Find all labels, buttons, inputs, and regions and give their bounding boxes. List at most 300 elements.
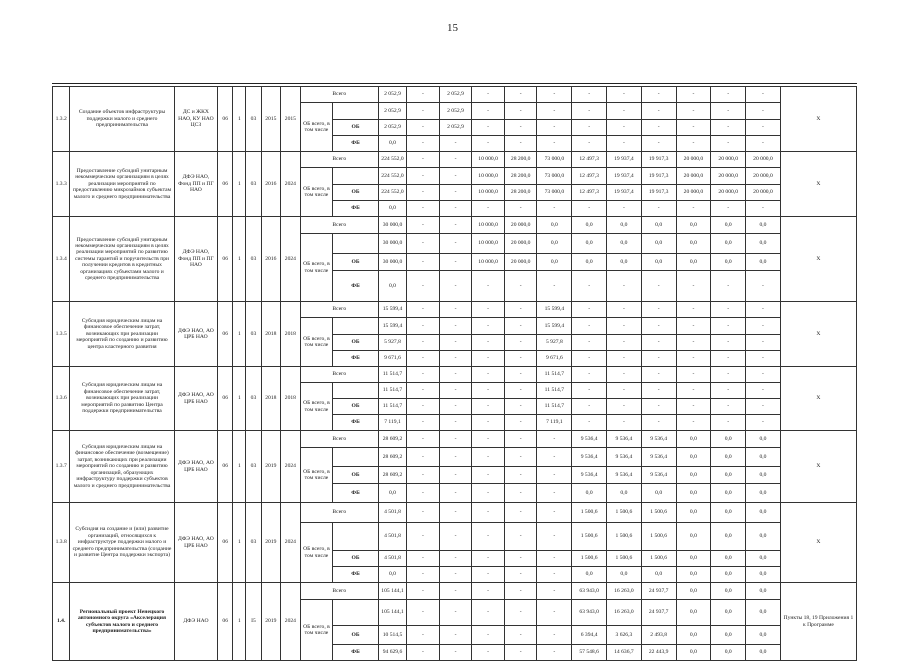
value-cell: 30 000,0 (378, 254, 406, 271)
value-cell: - (407, 201, 440, 217)
value-cell: - (607, 120, 642, 136)
value-cell: - (641, 201, 676, 217)
value-cell: 14 636,7 (607, 645, 642, 661)
value-cell: - (407, 87, 440, 103)
row-number: 1.3.3 (53, 152, 70, 217)
value-cell: - (572, 136, 607, 152)
value-cell: 19 917,3 (641, 185, 676, 201)
source-sublabel: ФБ (333, 136, 379, 152)
value-cell: - (711, 318, 746, 335)
value-cell: 16 263,0 (607, 600, 642, 626)
value-cell: 7 119,1 (378, 415, 406, 431)
value-cell: 10 000,0 (472, 168, 505, 185)
source-label: ОБ всего, в том числе (300, 168, 333, 217)
note-cell: Х (780, 152, 856, 217)
value-cell: - (407, 383, 440, 399)
value-cell: - (407, 431, 440, 448)
value-cell: - (746, 383, 781, 399)
value-cell: - (676, 87, 711, 103)
start-year: 2018 (261, 367, 281, 431)
value-cell: 2 052,9 (439, 87, 472, 103)
source-label: ОБ всего, в том числе (300, 234, 333, 302)
source-sublabel: ОБ (333, 399, 379, 415)
responsible-executor: ДФЭ НАО, АО ЦРБ НАО (174, 503, 217, 583)
value-cell: - (676, 302, 711, 318)
top-rule (52, 83, 857, 84)
value-cell: - (439, 152, 472, 168)
code-cell: I5 (246, 583, 261, 661)
value-cell: - (711, 120, 746, 136)
financing-table (52, 86, 857, 661)
value-cell: - (676, 383, 711, 399)
value-cell: - (676, 351, 711, 367)
value-cell: - (439, 271, 472, 302)
value-cell: 0,0 (711, 484, 746, 503)
value-cell: 2 052,9 (439, 120, 472, 136)
value-cell: - (504, 271, 537, 302)
value-cell: - (641, 120, 676, 136)
start-year: 2019 (261, 431, 281, 503)
value-cell: 0,0 (537, 254, 572, 271)
value-cell: - (641, 302, 676, 318)
value-cell: - (407, 448, 440, 467)
value-cell: - (711, 201, 746, 217)
value-cell: - (439, 448, 472, 467)
value-cell: - (439, 551, 472, 567)
value-cell: - (407, 254, 440, 271)
source-sublabel (333, 383, 379, 399)
value-cell: - (504, 367, 537, 383)
value-cell: - (572, 103, 607, 120)
value-cell: - (572, 351, 607, 367)
value-cell: - (711, 367, 746, 383)
value-cell: - (439, 234, 472, 254)
value-cell: - (504, 383, 537, 399)
value-cell: 0,0 (746, 217, 781, 234)
value-cell: - (472, 503, 505, 523)
code-cell: 03 (246, 302, 261, 367)
value-cell: - (537, 503, 572, 523)
value-cell: - (641, 318, 676, 335)
value-cell: 0,0 (537, 234, 572, 254)
value-cell: - (572, 87, 607, 103)
value-cell: - (439, 168, 472, 185)
value-cell: 1 500,6 (572, 503, 607, 523)
value-cell: 0,0 (676, 217, 711, 234)
value-cell: 0,0 (711, 448, 746, 467)
value-cell: 73 000,0 (537, 185, 572, 201)
value-cell: - (407, 367, 440, 383)
value-cell: - (504, 201, 537, 217)
value-cell: - (439, 626, 472, 645)
value-cell: - (676, 415, 711, 431)
value-cell: - (439, 201, 472, 217)
value-cell: - (746, 136, 781, 152)
value-cell: - (407, 185, 440, 201)
table-row (53, 367, 857, 383)
code-cell: 03 (246, 87, 261, 152)
value-cell: - (572, 335, 607, 351)
start-year: 2019 (261, 503, 281, 583)
value-cell: - (641, 351, 676, 367)
value-cell: - (504, 431, 537, 448)
value-cell: 0,0 (676, 523, 711, 551)
value-cell: - (504, 351, 537, 367)
value-cell: - (641, 335, 676, 351)
value-cell: 9 536,4 (572, 448, 607, 467)
value-cell: - (746, 415, 781, 431)
value-cell: - (407, 415, 440, 431)
value-cell: - (472, 484, 505, 503)
value-cell: - (537, 626, 572, 645)
value-cell: 0,0 (746, 431, 781, 448)
value-cell: 57 548,6 (572, 645, 607, 661)
row-number: 1.3.6 (53, 367, 70, 431)
source-label: Всего (300, 431, 378, 448)
value-cell: - (572, 383, 607, 399)
value-cell: - (711, 383, 746, 399)
value-cell: 224 552,0 (378, 185, 406, 201)
value-cell: 0,0 (572, 484, 607, 503)
value-cell: - (572, 302, 607, 318)
responsible-executor: ДФЭ НАО, АО ЦРБ НАО (174, 431, 217, 503)
value-cell: - (407, 600, 440, 626)
value-cell: - (439, 254, 472, 271)
measure-name: Субсидия юридическим лицам на финансовое обеспечение затрат, возникающих при реализации мероприятий по созданию и развитию центра кластерного развития (70, 302, 174, 367)
value-cell: - (407, 551, 440, 567)
value-cell: - (439, 185, 472, 201)
value-cell: 73 000,0 (537, 168, 572, 185)
value-cell: 0,0 (676, 600, 711, 626)
page-number: 15 (447, 22, 458, 34)
value-cell: 19 917,3 (641, 152, 676, 168)
value-cell: - (746, 335, 781, 351)
source-sublabel: ОБ (333, 551, 379, 567)
table-row (53, 431, 857, 448)
value-cell: 2 052,9 (439, 103, 472, 120)
value-cell: - (746, 318, 781, 335)
value-cell: - (439, 335, 472, 351)
value-cell: 0,0 (676, 431, 711, 448)
value-cell: - (407, 217, 440, 234)
value-cell: - (407, 523, 440, 551)
value-cell: - (607, 399, 642, 415)
value-cell: 0,0 (676, 551, 711, 567)
value-cell: 63 943,0 (572, 600, 607, 626)
value-cell: 0,0 (746, 551, 781, 567)
value-cell: 0,0 (746, 645, 781, 661)
source-sublabel (333, 168, 379, 185)
value-cell: 11 514,7 (378, 399, 406, 415)
source-label: Всего (300, 367, 378, 383)
value-cell: 1 500,6 (641, 523, 676, 551)
end-year: 2018 (281, 302, 301, 367)
value-cell: 0,0 (746, 484, 781, 503)
row-number: 1.3.5 (53, 302, 70, 367)
value-cell: - (504, 335, 537, 351)
start-year: 2019 (261, 583, 281, 661)
value-cell: 0,0 (607, 234, 642, 254)
value-cell: - (472, 431, 505, 448)
value-cell: - (472, 583, 505, 600)
value-cell: - (439, 645, 472, 661)
value-cell: 9 536,4 (641, 431, 676, 448)
value-cell: - (607, 201, 642, 217)
value-cell: - (472, 351, 505, 367)
end-year: 2024 (281, 583, 301, 661)
value-cell: 15 599,4 (537, 318, 572, 335)
value-cell: - (676, 120, 711, 136)
table-row (53, 152, 857, 168)
note-cell: Х (780, 367, 856, 431)
value-cell: 0,0 (607, 254, 642, 271)
note-cell: Х (780, 87, 856, 152)
value-cell: - (504, 448, 537, 467)
value-cell: - (676, 335, 711, 351)
value-cell: - (572, 120, 607, 136)
value-cell: - (676, 201, 711, 217)
value-cell: - (504, 600, 537, 626)
value-cell: - (504, 136, 537, 152)
value-cell: 20 000,0 (711, 168, 746, 185)
measure-name: Предоставление субсидий унитарным некоммерческим организациям в целях реализации мероприятий по предоставлению микрозаймов субъектам малого и среднего предпринимательства (70, 152, 174, 217)
value-cell: 10 000,0 (472, 185, 505, 201)
value-cell: - (472, 415, 505, 431)
code-cell: 06 (218, 583, 233, 661)
value-cell: - (641, 136, 676, 152)
value-cell: 0,0 (711, 583, 746, 600)
value-cell: 0,0 (537, 217, 572, 234)
value-cell: 224 552,0 (378, 168, 406, 185)
responsible-executor: ДФЭ НАО, АО ЦРБ НАО (174, 302, 217, 367)
value-cell: 0,0 (711, 551, 746, 567)
value-cell: - (472, 87, 505, 103)
value-cell: 0,0 (711, 600, 746, 626)
source-sublabel (333, 448, 379, 467)
source-label: Всего (300, 503, 378, 523)
value-cell: - (537, 271, 572, 302)
value-cell: - (572, 201, 607, 217)
value-cell: 19 937,4 (607, 185, 642, 201)
value-cell: 20 000,0 (504, 254, 537, 271)
value-cell: - (537, 103, 572, 120)
value-cell: - (472, 120, 505, 136)
value-cell: 0,0 (378, 201, 406, 217)
value-cell: 10 000,0 (472, 234, 505, 254)
value-cell: - (472, 335, 505, 351)
value-cell: 1 500,6 (572, 523, 607, 551)
value-cell: - (572, 271, 607, 302)
value-cell: 0,0 (378, 271, 406, 302)
value-cell: - (676, 103, 711, 120)
value-cell: - (746, 87, 781, 103)
value-cell: - (439, 351, 472, 367)
value-cell: - (472, 136, 505, 152)
value-cell: - (439, 503, 472, 523)
source-sublabel: ОБ (333, 467, 379, 484)
value-cell: 10 000,0 (472, 217, 505, 234)
value-cell: - (607, 271, 642, 302)
value-cell: 0,0 (746, 448, 781, 467)
value-cell: 1 500,6 (607, 551, 642, 567)
source-sublabel: ОБ (333, 254, 379, 271)
value-cell: - (537, 136, 572, 152)
end-year: 2024 (281, 503, 301, 583)
value-cell: - (472, 626, 505, 645)
value-cell: 0,0 (746, 600, 781, 626)
source-label: Всего (300, 87, 378, 103)
code-cell: 1 (233, 152, 246, 217)
value-cell: 224 552,0 (378, 152, 406, 168)
value-cell: 0,0 (676, 234, 711, 254)
note-cell: Х (780, 217, 856, 302)
value-cell: - (407, 503, 440, 523)
source-label: ОБ всего, в том числе (300, 318, 333, 367)
value-cell: - (407, 302, 440, 318)
value-cell: - (472, 467, 505, 484)
value-cell: 15 599,4 (537, 302, 572, 318)
value-cell: - (607, 136, 642, 152)
value-cell: - (472, 645, 505, 661)
value-cell: 0,0 (378, 484, 406, 503)
table-row (53, 503, 857, 523)
source-sublabel: ФБ (333, 567, 379, 583)
value-cell: - (607, 103, 642, 120)
value-cell: - (407, 567, 440, 583)
value-cell: 3 626,3 (607, 626, 642, 645)
code-cell: 1 (233, 503, 246, 583)
value-cell: - (439, 484, 472, 503)
value-cell: - (407, 335, 440, 351)
code-cell: 06 (218, 217, 233, 302)
value-cell: 0,0 (746, 626, 781, 645)
value-cell: - (439, 583, 472, 600)
value-cell: - (504, 523, 537, 551)
value-cell: - (641, 103, 676, 120)
value-cell: - (711, 271, 746, 302)
code-cell: 1 (233, 302, 246, 367)
source-label: Всего (300, 217, 378, 234)
code-cell: 03 (246, 152, 261, 217)
source-sublabel (333, 234, 379, 254)
value-cell: 10 514,5 (378, 626, 406, 645)
value-cell: - (439, 217, 472, 234)
source-label: Всего (300, 583, 378, 600)
value-cell: 0,0 (746, 503, 781, 523)
value-cell: - (439, 415, 472, 431)
value-cell: 30 000,0 (378, 217, 406, 234)
code-cell: 06 (218, 87, 233, 152)
value-cell: 0,0 (572, 234, 607, 254)
value-cell: 10 000,0 (472, 152, 505, 168)
value-cell: 28 609,2 (378, 431, 406, 448)
value-cell: 0,0 (676, 626, 711, 645)
source-sublabel (333, 103, 379, 120)
value-cell: 0,0 (746, 583, 781, 600)
value-cell: - (572, 399, 607, 415)
value-cell: 2 052,9 (378, 103, 406, 120)
value-cell: - (607, 367, 642, 383)
value-cell: 28 200,0 (504, 168, 537, 185)
value-cell: - (537, 523, 572, 551)
value-cell: - (407, 168, 440, 185)
value-cell: - (472, 551, 505, 567)
value-cell: - (504, 484, 537, 503)
measure-name: Предоставление субсидий унитарным некоммерческим организациям в целях реализации мероприятий по развитию системы гарантий и поручительств при получении кредитов в кредитных организациях субъектами малого и среднего предпринимательства (70, 217, 174, 302)
value-cell: - (537, 567, 572, 583)
code-cell: 1 (233, 583, 246, 661)
row-number: 1.4. (53, 583, 70, 661)
value-cell: - (472, 271, 505, 302)
source-label: ОБ всего, в том числе (300, 523, 333, 583)
value-cell: - (439, 399, 472, 415)
value-cell: 0,0 (711, 523, 746, 551)
value-cell: 11 514,7 (537, 399, 572, 415)
value-cell: - (407, 583, 440, 600)
value-cell: - (711, 351, 746, 367)
value-cell: - (439, 467, 472, 484)
source-sublabel (333, 600, 379, 626)
value-cell: - (407, 626, 440, 645)
value-cell: 9 536,4 (641, 448, 676, 467)
end-year: 2024 (281, 431, 301, 503)
value-cell: 73 000,0 (537, 152, 572, 168)
value-cell: 0,0 (711, 254, 746, 271)
value-cell: - (746, 103, 781, 120)
value-cell: 0,0 (378, 567, 406, 583)
end-year: 2024 (281, 152, 301, 217)
value-cell: - (746, 367, 781, 383)
value-cell: 28 200,0 (504, 152, 537, 168)
note-cell: Х (780, 302, 856, 367)
value-cell: - (407, 318, 440, 335)
code-cell: 03 (246, 503, 261, 583)
value-cell: - (711, 302, 746, 318)
value-cell: 1 500,6 (641, 551, 676, 567)
value-cell: 2 052,9 (378, 120, 406, 136)
value-cell: - (439, 136, 472, 152)
value-cell: 0,0 (746, 467, 781, 484)
value-cell: 0,0 (711, 217, 746, 234)
value-cell: - (537, 87, 572, 103)
value-cell: - (537, 484, 572, 503)
value-cell: - (472, 302, 505, 318)
value-cell: - (439, 318, 472, 335)
value-cell: 15 599,4 (378, 302, 406, 318)
value-cell: - (676, 367, 711, 383)
code-cell: 1 (233, 367, 246, 431)
value-cell: 0,0 (711, 467, 746, 484)
value-cell: 5 927,8 (537, 335, 572, 351)
value-cell: 0,0 (641, 484, 676, 503)
code-cell: 03 (246, 217, 261, 302)
value-cell: - (676, 136, 711, 152)
source-label: Всего (300, 302, 378, 318)
value-cell: 0,0 (711, 645, 746, 661)
responsible-executor: ДФЭ НАО, АО ЦРБ НАО (174, 367, 217, 431)
responsible-executor: ДФЭ НАО, Фонд ПП и ПГ НАО (174, 217, 217, 302)
value-cell: - (504, 120, 537, 136)
value-cell: 20 000,0 (746, 168, 781, 185)
end-year: 2018 (281, 367, 301, 431)
responsible-executor: ДФЭ НАО, Фонд ПП и ПГ НАО (174, 152, 217, 217)
value-cell: 9 671,6 (537, 351, 572, 367)
value-cell: - (711, 103, 746, 120)
value-cell: 5 927,8 (378, 335, 406, 351)
value-cell: - (711, 335, 746, 351)
measure-name: Субсидия на создание и (или) развитие организаций, относящихся к инфраструктуре поддержки малого и среднего предпринимательства (создание и развитие Центра поддержки экспорта) (70, 503, 174, 583)
value-cell: 0,0 (378, 136, 406, 152)
